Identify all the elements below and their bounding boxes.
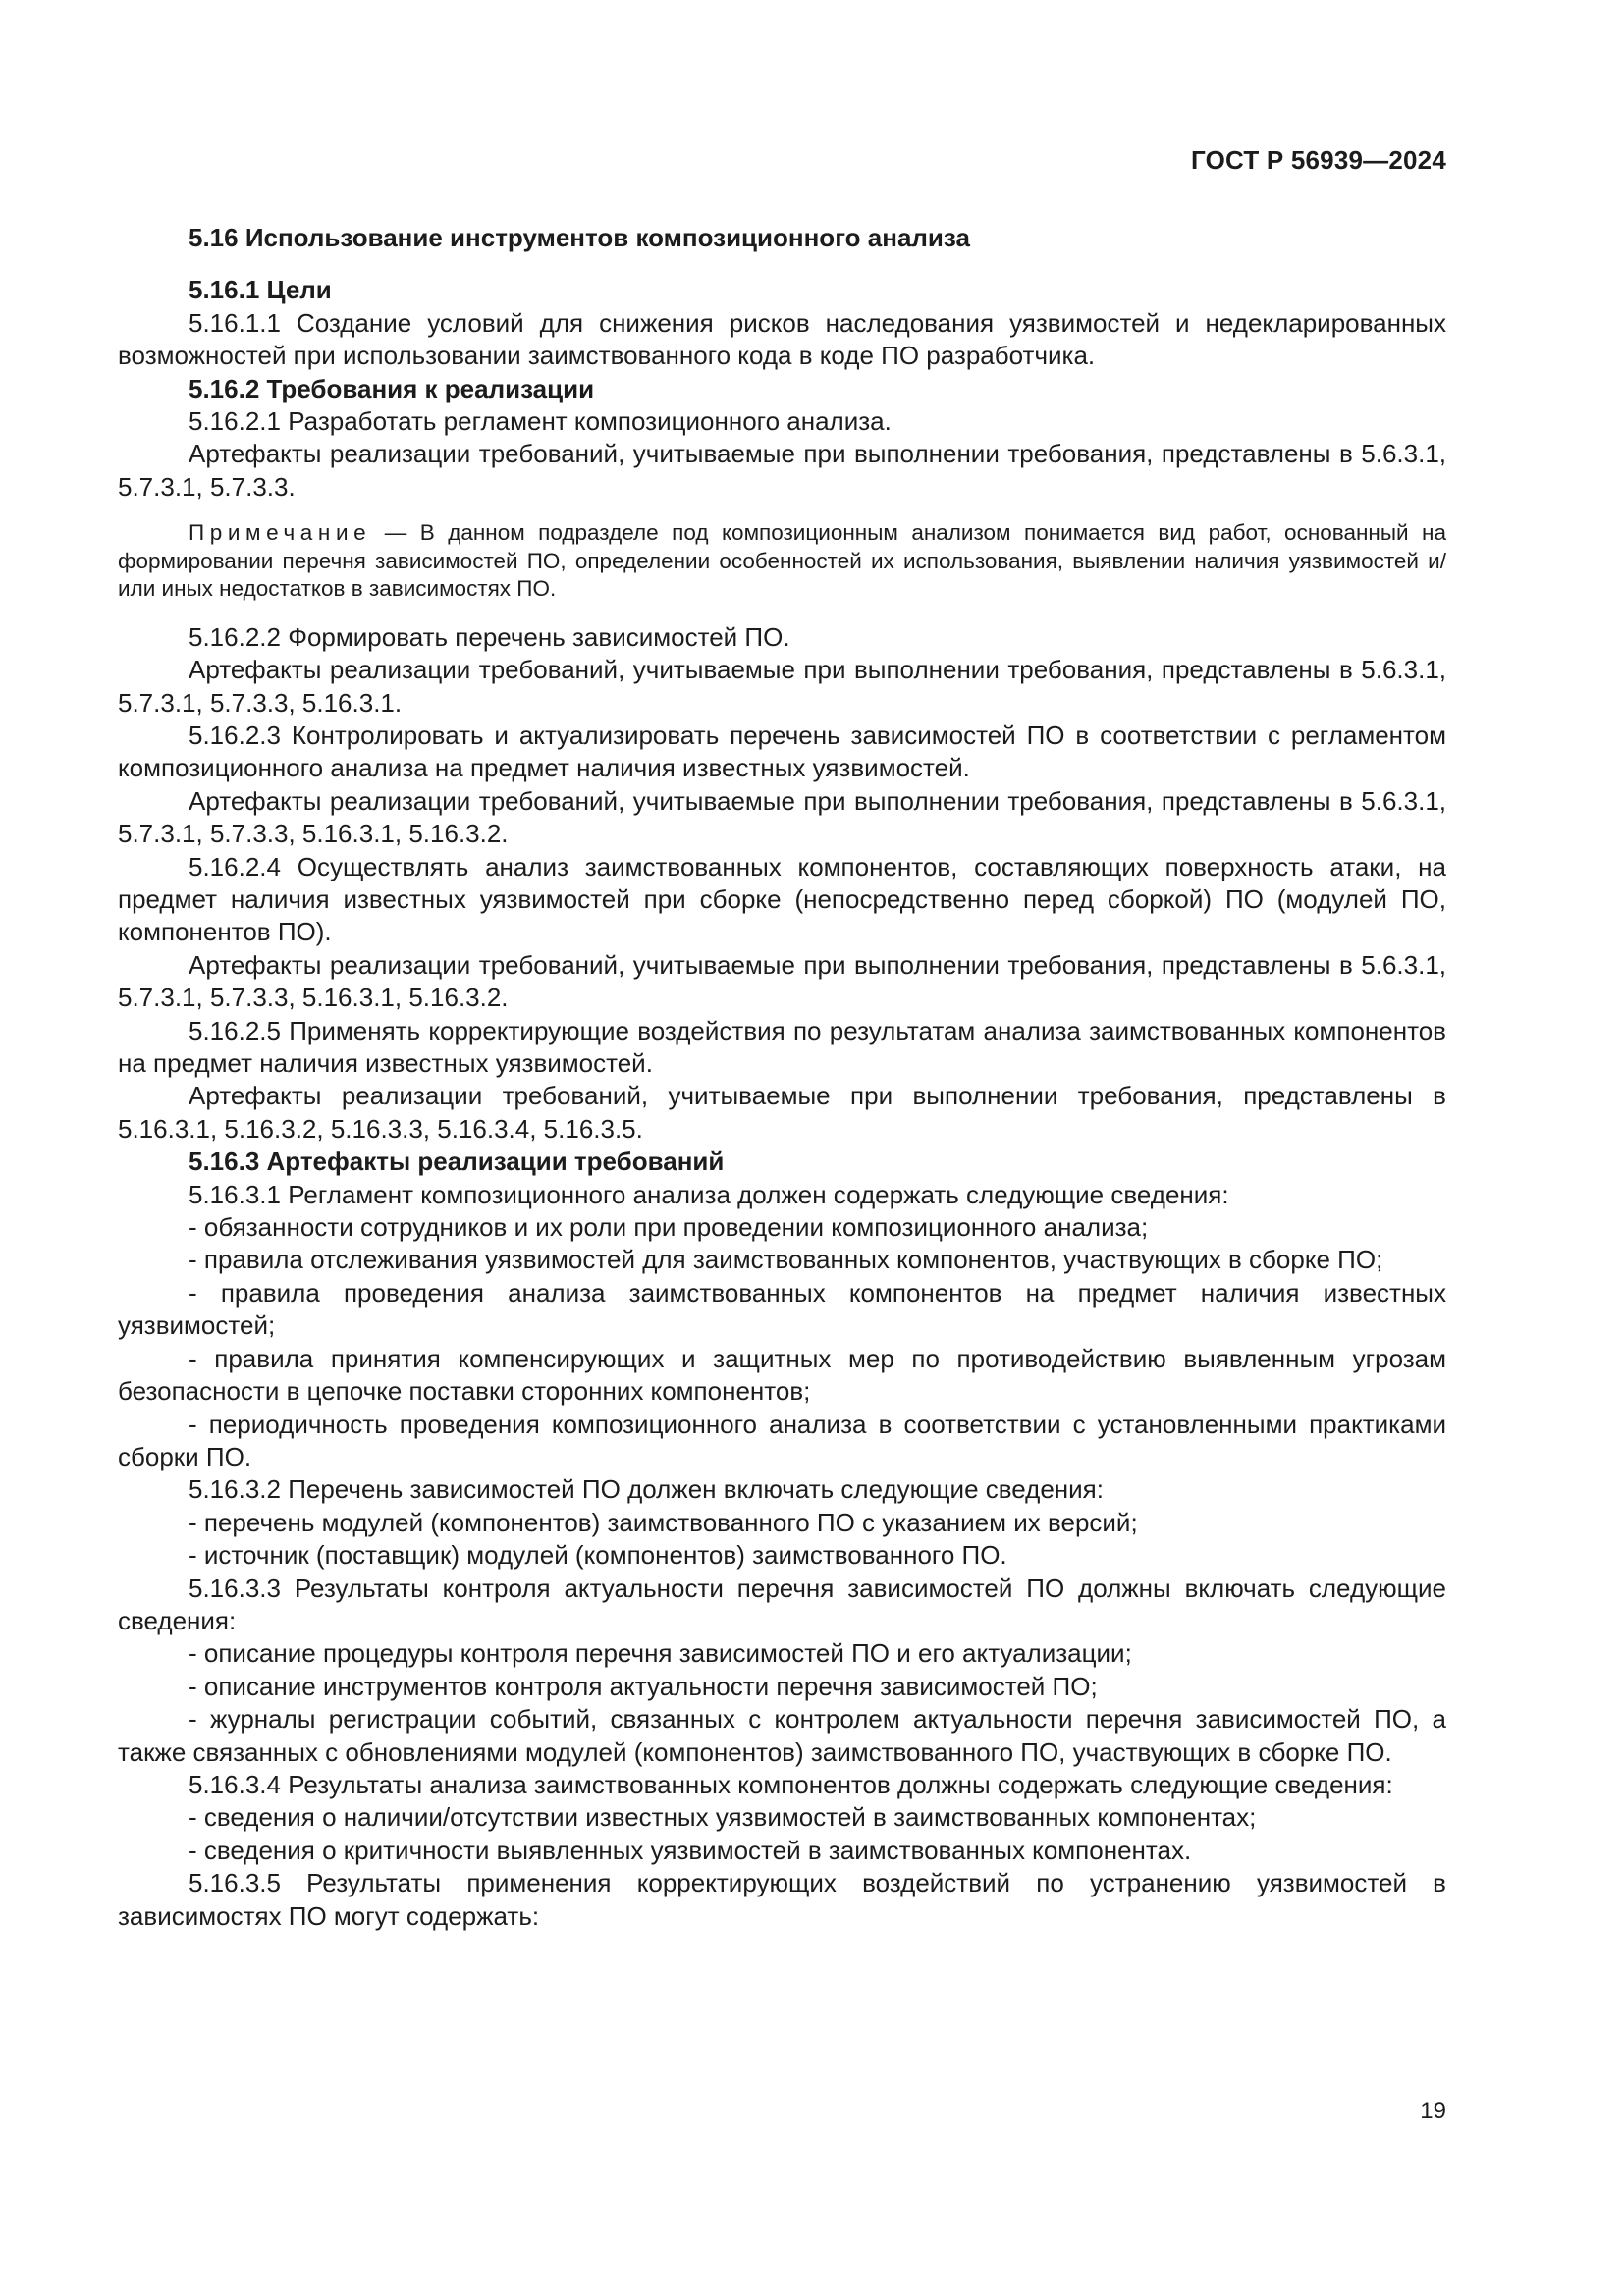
subsection-title-artifacts: 5.16.3 Артефакты реализации требований xyxy=(189,1147,725,1177)
paragraph-5-16-2-5-artifacts: Артефакты реализации требований, учитываемые при выполнении требования, представлены в 5.16.3.1, 5.16.3.2, 5.16.3.3, 5.16.3.4, 5.16.3.5. xyxy=(118,1081,1446,1144)
list-item: - описание инструментов контроля актуальности перечня зависимостей ПО; xyxy=(189,1671,1098,1701)
list-item: - периодичность проведения композиционного анализа в соответствии с установленными практиками сборки ПО. xyxy=(118,1409,1446,1471)
list-item: - источник (поставщик) модулей (компонентов) заимствованного ПО. xyxy=(189,1540,1007,1571)
paragraph-5-16-2-4: 5.16.2.4 Осуществлять анализ заимствованных компонентов, составляющих поверхность атаки, на предмет наличия известных уязвимостей при сборке (непосредственно перед сборкой) ПО (модулей ПО, компонентов ПО). xyxy=(118,851,1446,947)
section-title: 5.16 Использование инструментов композиционного анализа xyxy=(189,223,970,252)
document-body xyxy=(118,222,1446,1933)
list-item: - обязанности сотрудников и их роли при проведении композиционного анализа; xyxy=(189,1212,1149,1243)
list-item: - перечень модулей (компонентов) заимствованного ПО с указанием их версий; xyxy=(189,1507,1138,1537)
paragraph-5-16-2-5: 5.16.2.5 Применять корректирующие воздействия по результатам анализа заимствованных компонентов на предмет наличия известных уязвимостей. xyxy=(118,1015,1446,1079)
note-text: — В данном подразделе под композиционным анализом понимается вид работ, основанный на формировании перечня зависимостей ПО, определении особенностей их использования, выявлении наличия уязвимостей и/или иных недостатков в зависимостях ПО. xyxy=(118,520,1446,602)
paragraph-5-16-3-1: 5.16.3.1 Регламент композиционного анализа должен содержать следующие сведения: xyxy=(189,1179,1229,1209)
paragraph-5-16-2-3-artifacts: Артефакты реализации требований, учитываемые при выполнении требования, представлены в 5.6.3.1, 5.7.3.1, 5.7.3.3, 5.16.3.1, 5.16.3.2. xyxy=(118,785,1446,849)
note xyxy=(118,519,1446,604)
list-item: - правила проведения анализа заимствованных компонентов на предмет наличия известных уязвимостей; xyxy=(118,1277,1446,1341)
paragraph-5-16-2-2-artifacts: Артефакты реализации требований, учитываемые при выполнении требования, представлены в 5.6.3.1, 5.7.3.1, 5.7.3.3, 5.16.3.1. xyxy=(118,655,1446,718)
paragraph-5-16-3-3: 5.16.3.3 Результаты контроля актуальности перечня зависимостей ПО должны включать следующие сведения: xyxy=(118,1573,1446,1635)
paragraph-5-16-3-4: 5.16.3.4 Результаты анализа заимствованных компонентов должны содержать следующие сведения: xyxy=(189,1769,1393,1799)
list-item: - сведения о критичности выявленных уязвимостей в заимствованных компонентах. xyxy=(189,1835,1192,1865)
list-item: - сведения о наличии/отсутствии известных уязвимостей в заимствованных компонентах; xyxy=(189,1802,1257,1833)
paragraph-5-16-2-2: 5.16.2.2 Формировать перечень зависимостей ПО. xyxy=(189,621,790,652)
paragraph-5-16-2-1-artifacts: Артефакты реализации требований, учитываемые при выполнении требования, представлены в 5.6.3.1, 5.7.3.1, 5.7.3.3. xyxy=(118,439,1446,502)
paragraph-5-16-3-2: 5.16.3.2 Перечень зависимостей ПО должен включать следующие сведения: xyxy=(189,1474,1104,1505)
list-item: - правила отслеживания уязвимостей для заимствованных компонентов, участвующих в сборке ПО; xyxy=(189,1245,1383,1275)
standard-header: ГОСТ Р 56939—2024 xyxy=(1191,145,1446,175)
subsection-title-requirements: 5.16.2 Требования к реализации xyxy=(189,373,595,403)
subsection-title-goals: 5.16.1 Цели xyxy=(189,275,332,305)
list-item: - описание процедуры контроля перечня зависимостей ПО и его актуализации; xyxy=(189,1638,1132,1669)
page-number: 19 xyxy=(1420,2098,1446,2124)
paragraph-5-16-3-5: 5.16.3.5 Результаты применения корректирующих воздействий по устранению уязвимостей в зависимостях ПО могут содержать: xyxy=(118,1868,1446,1931)
list-item: - правила принятия компенсирующих и защитных мер по противодействию выявленным угрозам безопасности в цепочке поставки сторонних компонентов; xyxy=(118,1343,1446,1407)
paragraph-5-16-2-1: 5.16.2.1 Разработать регламент композиционного анализа. xyxy=(189,406,892,437)
list-item: - журналы регистрации событий, связанных с контролем актуальности перечня зависимостей ПО, а также связанных с обновлениями модулей (компонентов) заимствованного ПО, участвующих в сборке ПО. xyxy=(118,1704,1446,1767)
note-label: Примечание xyxy=(189,520,372,546)
paragraph-5-16-1-1: 5.16.1.1 Создание условий для снижения рисков наследования уязвимостей и недекларированных возможностей при использовании заимствованного кода в коде ПО разработчика. xyxy=(118,307,1446,371)
paragraph-5-16-2-3: 5.16.2.3 Контролировать и актуализировать перечень зависимостей ПО в соответствии с регламентом композиционного анализа на предмет наличия известных уязвимостей. xyxy=(118,720,1446,783)
paragraph-5-16-2-4-artifacts: Артефакты реализации требований, учитываемые при выполнении требования, представлены в 5.6.3.1, 5.7.3.1, 5.7.3.3, 5.16.3.1, 5.16.3.2. xyxy=(118,949,1446,1013)
